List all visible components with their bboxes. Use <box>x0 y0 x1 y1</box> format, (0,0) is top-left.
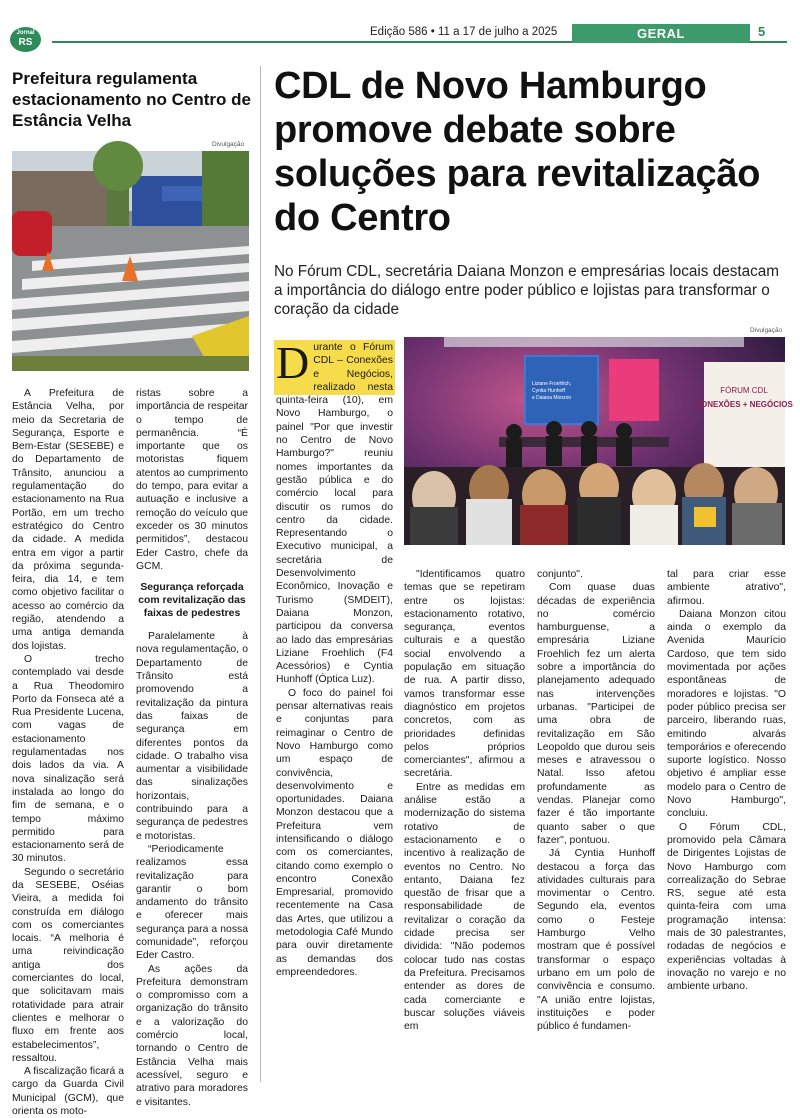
paragraph: Já Cyntia Hunhoff destacou a força das atividades culturais para movimentar o Centro. Segundo ela, eventos como o Festeje Hamburgo Velho mostram que é possível transformar o espaço urbano em um polo de convivência e consumo. "A união entre lojistas, instituições e poder público é fundamen- <box>537 848 655 1033</box>
paragraph: “Periodicamente realizamos essa revitalização para garantir o bom andamento do trânsito e oferecer mais segurança para a nossa comunidade”, reforçou Eder Castro. <box>136 843 248 962</box>
paragraph: tal para criar esse ambiente atrativo", afirmou. <box>667 569 786 607</box>
street-photo-illustration <box>12 151 249 371</box>
column-divider <box>260 66 261 1082</box>
main-article-col-2 <box>404 568 525 1033</box>
banner-text-1: FÓRUM CDL <box>720 386 768 395</box>
screen-text-3: e Daiana Monzon <box>532 395 572 401</box>
forum-photo-illustration <box>404 337 793 545</box>
edition-info: Edição 586 • 11 a 17 de julho a 2025 <box>370 26 558 38</box>
paragraph: A Prefeitura de Estância Velha, por meio da Secretaria de Segurança, Esporte e Bem-Estar (SESEBE) e do Departamento de Trânsito, anunciou a regulamentação do estacionamento na Rua Portão, em um trecho estratégico do Centro da cidade. A medida entra em vigor a partir da próxima segunda-feira, dia 14, e tem como objetivo facilitar o acesso ao comércio da região, atendendo a uma antiga demanda dos lojistas. <box>12 388 124 652</box>
main-article-col-4 <box>667 568 786 994</box>
banner-text-2: CONEXÕES + NEGÓCIOS <box>695 400 793 409</box>
paragraph: O trecho contemplado vai desde a Rua Theodomiro Porto da Fonseca até a Rua Presidente Lucena, com vagas de estacionamento regulamentadas nos dois lados da via. A nova sinalização será instalada ao longo do fim de semana, e o tempo máximo permitido para estacionamento será de 30 minutos. <box>12 653 124 865</box>
forum-panel-photo <box>404 337 793 545</box>
screen-text-2: Cyntia Hunhoff <box>532 388 565 394</box>
main-article-col-1 <box>276 337 393 979</box>
paragraph: Entre as medidas em análise estão a modernização do sistema rotativo de estacionamento e o incentivo à realização de eventos no Centro. No entanto, Daiana fez questão de frisar que a responsabilidade de revitalizar o coração da cidade precisa ser dividida: "Não podemos colocar tudo nas costas da Prefeitura. Precisamos entender as dores de cada comerciante e buscar soluções viáveis em <box>404 781 525 1033</box>
main-photo-credit: Divulgação <box>750 327 783 334</box>
street-crosswalk-photo <box>12 151 249 371</box>
paragraph: "Identificamos quatro temas que se repetiram entre os lojistas: estacionamento rotativo, segurança, eventos culturais e a questão social envolvendo a população em situação de rua. A partir disso, vamos transformar esse diagnóstico em projetos concretos, com as prioridades definidas pelos próprios comerciantes", afirmou a secretária. <box>404 569 525 780</box>
paragraph: O Fórum CDL, promovido pela Câmara de Dirigentes Lojistas de Novo Hamburgo com correalização do Sebrae RS, segue até esta quinta-feira com uma programação intensa: mais de 30 palestrantes, rodadas de negócios e experiências voltadas à inovação no varejo e no ambiente urbano. <box>667 821 786 993</box>
screen-text-1: Liziane Froehlich, <box>532 381 572 387</box>
paragraph: Paralelamente à nova regulamentação, o Departamento de Trânsito está promovendo a revitalização da pintura das faixas de segurança em diferentes pontos da cidade. O trabalho visa aumentar a visibilidade das sinalizações horizontais, contribuindo para a segurança de pedestres e motoristas. <box>136 631 248 842</box>
page-number: 5 <box>758 24 766 39</box>
paragraph: A fiscalização ficará a cargo da Guarda Civil Municipal (GCM), que orienta os moto- <box>12 1066 124 1118</box>
paragraph: As ações da Prefeitura demonstram o compromisso com a organização do trânsito e a valorização do comércio local, tornando o Centro de Estância Velha mais acessível, seguro e atrativo para moradores e visitantes. <box>136 963 248 1108</box>
dropcap-letter: D <box>276 337 310 388</box>
main-article-title: CDL de Novo Hamburgo promove debate sobre soluções para revitalização do Centro <box>274 65 761 239</box>
lead-text: urante o Fórum CDL – Conexões e Negócios, realizado nesta quinta-feira (10), em Novo Hamburgo, o painel "Por que investir no Centro de Novo Hamburgo?" reuniu nomes importantes da gestão pública e do comércio local para discutir os rumos do centro da cidade. Representando o Executivo municipal, a secretária de Desenvolvimento Econômico, Inovação e Turismo (SMDEIT), Daiana Monzon, participou da conversa ao lado das empresárias Liziane Froehlich (F4 Acessórios) e Cyntia Hunhoff (Óptica Luz). <box>276 342 393 686</box>
paragraph: O foco do painel foi pensar alternativas reais e conjuntas para reimaginar o Centro de Novo Hamburgo como um espaço de convivência, desenvolvimento e oportunidades. Daiana Monzon destacou que a Prefeitura vem intensificando o diálogo com os comerciantes, citando como exemplo o encontro Conexão Empresarial, promovido recentemente na Casa das Artes, que utilizou a metodologia Café Mundo para ouvir diretamente as demandas dos empreendedores. <box>276 687 393 978</box>
left-article-col-1 <box>12 387 124 1118</box>
lead-paragraph <box>276 337 393 687</box>
left-article-title: Prefeitura regulamenta estacionamento no Centro de Estância Velha <box>12 69 251 130</box>
newspaper-logo <box>10 27 41 52</box>
main-article-deck: No Fórum CDL, secretária Daiana Monzon e empresárias locais destacam a importância do diálogo entre poder público e lojistas para transformar o coração da cidade <box>274 263 780 318</box>
left-photo-credit: Divulgação <box>212 141 245 148</box>
section-tab: GERAL <box>572 24 750 43</box>
logo-main-text: RS <box>18 37 33 48</box>
left-article-col-2 <box>136 387 248 1109</box>
logo-top-text: Jornal <box>16 30 35 36</box>
paragraph: Com quase duas décadas de experiência no comércio hamburguense, a empresária Liziane Froehlich fez um alerta sobre a importância do planejamento adequado nas intervenções urbanas. "Participei de uma obra de revitalização em São Leopoldo que durou seis meses e atravessou o Natal. Isso afetou profundamente as vendas. Planejar como fazer é tão importante quanto saber o que fazer", pontuou. <box>537 582 655 846</box>
paragraph: Daiana Monzon citou ainda o exemplo da Avenida Maurício Cardoso, que tem sido movimentada por ações espontâneas de moradores e lojistas. "O poder público precisa ser parceiro, liberando ruas, emitindo alvarás temporários e oferecendo suporte logístico. Nosso objetivo é ampliar esse modelo para o Centro de Novo Hamburgo", concluiu. <box>667 608 786 820</box>
paragraph: ristas sobre a importância de respeitar o tempo de permanência. “É importante que os motoristas fiquem atentos ao cumprimento do tempo, para evitar a autuação e inclusive a remoção do veículo que exceder os 30 minutos permitidos”, destacou Eder Castro, chefe da GCM. <box>136 388 248 572</box>
main-article-col-3 <box>537 568 655 1033</box>
left-article-subhead: Segurança reforçada com revitalização das faixas de pedestres <box>138 582 246 620</box>
paragraph: conjunto". <box>537 569 583 580</box>
paragraph: Segundo o secretário da SESEBE, Oséias Vieira, a medida foi construída em diálogo com os comerciantes locais. “A melhoria é uma reivindicação antiga dos comerciantes do local, que solicitavam mais rotatividade para atrair clientes e melhorar o fluxo em frente aos estabelecimentos”, ressaltou. <box>12 866 124 1064</box>
